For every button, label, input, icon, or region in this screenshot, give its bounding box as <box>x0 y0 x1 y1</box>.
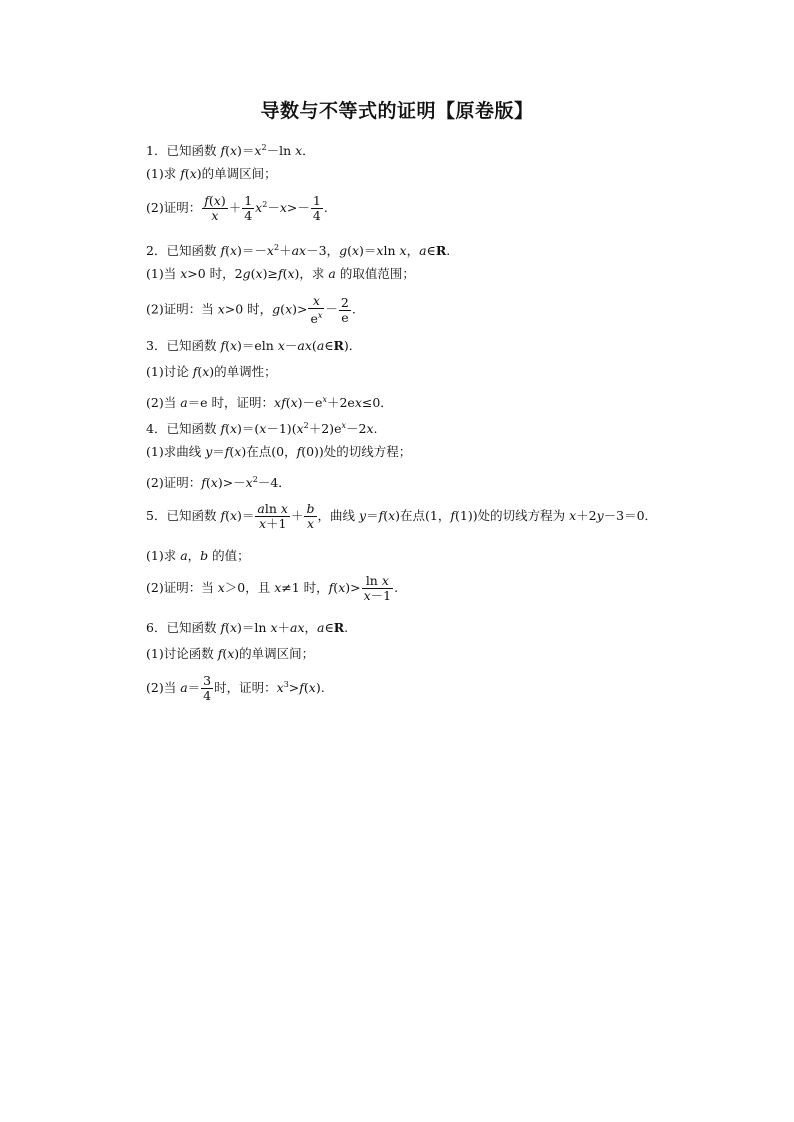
problem-1-stem: 1．已知函数 $f(x)=x^2-\ln$ x． <box>146 143 315 158</box>
problem-1-part-1: (1)求 f(x)的单调区间； <box>146 166 277 181</box>
problem-4-stem: 4．已知函数 $f(x)=(x-1)(x^2+2)e^x-2x$. <box>146 421 378 436</box>
problem-3-part-1: (1)讨论 f(x)的单调性； <box>146 364 277 379</box>
problem-6-part-1: (1)讨论函数 f(x)的单调区间； <box>146 646 315 661</box>
problem-5-stem: 5．已知函数 f(x)＝ $\frac{\text{aln x}}{x+1}$ ＋ $\frac{b}{x}$ ，曲线 y＝f(x)在点(1，f(1))处的切线方程为 x＋2y－3＝0． <box>146 501 658 531</box>
problem-5-part-2: (2)证明：当 x＞0，且 x≠1 时，f(x)> $\frac{\text{ln x}}{x-1}$ . <box>146 573 399 603</box>
problem-6-part-2: (2)当 a＝ $\frac{3}{4}$ 时，证明：$x^3>f(x)$. <box>146 673 325 703</box>
page-title: 导数与不等式的证明【原卷版】 <box>260 100 534 122</box>
problem-5-part-1: (1)求 a，b 的值； <box>146 548 250 563</box>
problem-3-stem: 3．已知函数 f(x)＝eln x－ax(a∈R)． <box>146 338 362 353</box>
problem-2-part-1: (1)当 x>0 时，2g(x)≥f(x)，求 a 的取值范围； <box>146 266 415 281</box>
problem-2-part-2: (2)证明：当 x>0 时，g(x)> $\frac{x}{e^x}$ － $\frac{2}{e}$ . <box>146 293 356 326</box>
problem-1-part-2: (2)证明： $\frac{f(x)}{x}$ ＋ $\frac{1}{4}$ $x^2-x>-$ $\frac{1}{4}$ . <box>146 193 328 223</box>
problem-3-part-2: (2)当 a＝e 时，证明：$xf(x)-e^x+2ex\le 0$． <box>146 395 393 410</box>
problem-4-part-1: (1)求曲线 y＝f(x)在点(0，f(0))处的切线方程； <box>146 444 412 459</box>
problem-4-part-2: (2)证明：$f(x)>-x^2-4$． <box>146 475 291 490</box>
problem-2-stem: 2．已知函数 $f(x)=-x^2+ax-3$，g(x)＝xln x，a∈R. <box>146 243 451 258</box>
problem-6-stem: 6．已知函数 f(x)＝ln x＋ax，a∈R. <box>146 620 349 635</box>
